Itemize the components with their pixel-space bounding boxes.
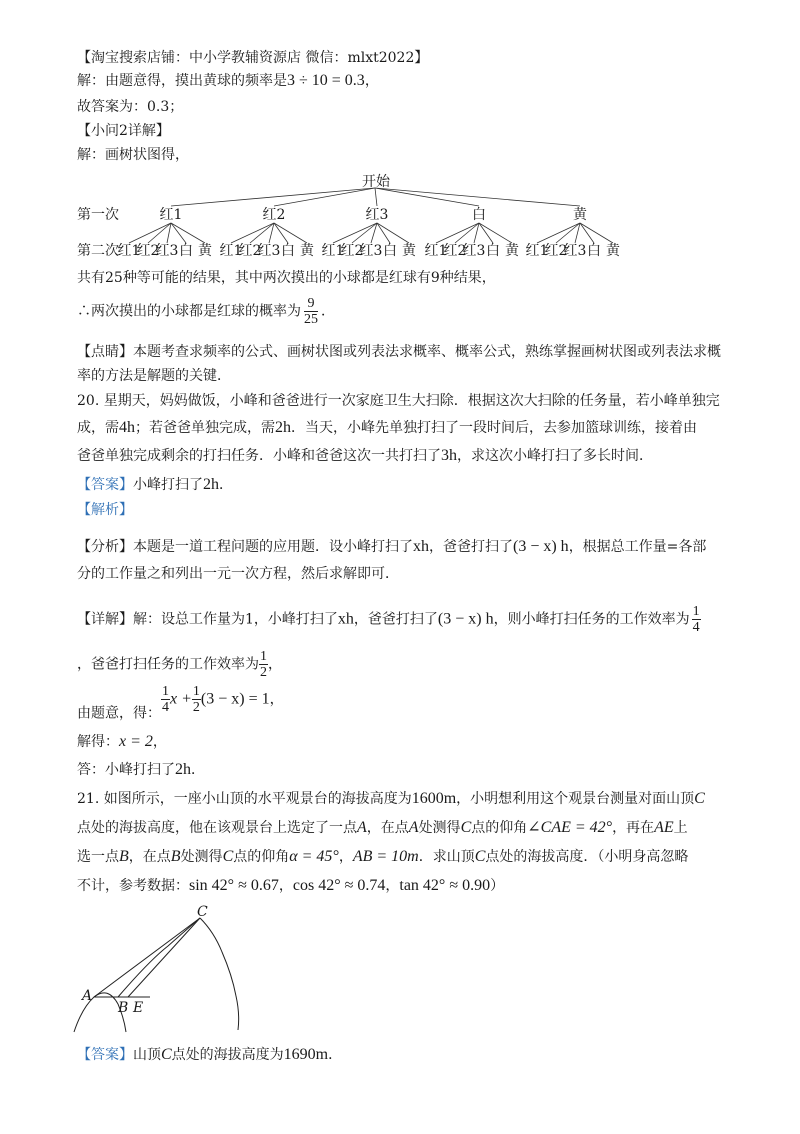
q21-l3-d: 点的仰角 — [233, 849, 290, 865]
q20-line2-math1: 4h — [119, 419, 135, 436]
q20-line2-math2: 2h — [275, 419, 291, 436]
label-E: E — [133, 1000, 144, 1016]
q20-eq-end: (3 − x) = 1 — [200, 690, 270, 708]
q21-l1-a: 21. 如图所示，一座小山顶的水平观景台的海拔高度为 — [77, 791, 412, 807]
q21-l4-sin: sin 42° ≈ 0.67 — [189, 877, 279, 894]
q21-answer-a: 山顶 — [133, 1047, 161, 1063]
q21-l3-C2: C — [474, 848, 486, 865]
q20-line2-b: ；若爸爸单独完成，需 — [135, 420, 275, 436]
q21-l3-a: 选一点 — [77, 849, 119, 865]
q19-prob-num: 9 — [304, 296, 318, 312]
tree-node-second-0-4: 黄 — [198, 243, 212, 259]
tree-level2-label: 第二次 — [77, 243, 119, 259]
q19-line1-suffix: ， — [364, 73, 379, 89]
q21-answer-b: 点处的海拔高度为 — [171, 1047, 284, 1063]
q19-prob-den: 25 — [304, 312, 318, 327]
q20-line2-c: ．当天，小峰先单独打扫了一段时间后，去参加篮球训练，接着由 — [291, 420, 697, 436]
q20-solve-suffix: ， — [152, 734, 167, 750]
q20-eq-prefix: 由题意，得： — [77, 705, 161, 722]
tree-node-second-1-0: 红1 — [219, 243, 243, 259]
q21-answer-tag: 【答案】 — [77, 1047, 133, 1063]
tree-node-first-2: 红3 — [365, 207, 389, 223]
q20-solve-prefix: 解得： — [77, 734, 119, 750]
tree-node-second-4-3: 白 — [587, 243, 601, 259]
q20-eff-den: 4 — [692, 620, 700, 635]
tree-level1-label: 第一次 — [77, 207, 119, 223]
mountain-right-slope — [200, 918, 239, 1030]
mountain-left-slope — [118, 918, 200, 997]
q20-dad-num: 1 — [260, 649, 267, 664]
q21-l4-sep1: ， — [278, 878, 293, 894]
q19-comment-line2: 率的方法是解题的关键． — [77, 368, 231, 384]
tree-node-second-2-4: 黄 — [402, 243, 416, 259]
q20-fenxi-math2: (3 − x) h — [513, 538, 569, 555]
q21-l1-math: 1600m — [411, 790, 457, 807]
q21-l2-a: 点处的海拔高度，他在该观景台上选定了一点 — [77, 820, 357, 836]
tree-node-second-2-0: 红1 — [321, 243, 345, 259]
q20-final-b: ． — [191, 762, 205, 778]
q21-l2-e: ，再在 — [612, 820, 655, 836]
q21-answer-C: C — [161, 1046, 172, 1063]
q20-eq-f2-den: 2 — [192, 700, 200, 715]
q20-line1: 20. 星期天，妈妈做饭，小峰和爸爸进行一次家庭卫生大扫除．根据这次大扫除的任务量，若小峰单独完 — [77, 393, 720, 409]
q21-l1-C: C — [694, 790, 705, 807]
q20-final-a: 答：小峰打扫了 — [77, 762, 175, 778]
q20-detail-math1: xh — [337, 610, 354, 628]
q21-l4-a: 不计，参考数据： — [77, 878, 189, 894]
q21-l2-b: ，在点 — [366, 820, 409, 836]
tree-node-second-0-1: 红2 — [136, 243, 160, 259]
q19-line1-math: 3 ÷ 10 = 0.3 — [287, 72, 365, 89]
tree-node-second-4-2: 红3 — [563, 243, 587, 259]
q20-line3-b: ，求这次小峰打扫了多长时间． — [457, 448, 653, 464]
q20-line3-math: 3h — [441, 447, 457, 464]
q20-fenxi-math1: xh — [413, 538, 429, 555]
q21-answer-line — [77, 1045, 342, 1065]
q20-answer-end: ． — [219, 477, 233, 493]
q21-l3-f: ．求山顶 — [418, 849, 475, 865]
q21-l3-b: ，在点 — [128, 849, 171, 865]
tree-node-second-0-2: 红3 — [155, 243, 179, 259]
q20-dad-den: 2 — [260, 665, 267, 680]
tree-node-second-2-1: 红2 — [340, 243, 364, 259]
q21-l4-cos: cos 42° ≈ 0.74 — [292, 877, 386, 894]
label-C: C — [197, 904, 208, 920]
q20-analysis-tag: 【解析】 — [77, 502, 133, 518]
q21-answer-math: 1690m — [283, 1046, 329, 1063]
q20-detail-math2: (3 − x) h — [437, 610, 494, 628]
q19-comment-line1: 【点睛】本题考查求频率的公式、画树状图或列表法求概率、概率公式，熟练掌握画树状图或列表法求概 — [77, 344, 721, 360]
q21-l2-c: 处测得 — [418, 820, 461, 836]
q21-l4-tan: tan 42° ≈ 0.90 — [399, 877, 491, 894]
tree-node-second-0-3: 白 — [179, 243, 193, 259]
line-AC — [94, 918, 200, 997]
q21-l3-B: B — [119, 848, 129, 865]
q19-sub2-heading: 【小问2详解】 — [77, 123, 170, 139]
tree-node-second-1-4: 黄 — [300, 243, 314, 259]
q20-eq-f1-num: 1 — [162, 684, 169, 699]
q19-tree-intro: 解：画树状图得， — [77, 147, 189, 163]
q20-answer-math: 2h — [203, 476, 219, 493]
tree-node-second-0-0: 红1 — [117, 243, 141, 259]
q20-fenxi-a: 【分析】本题是一道工程问题的应用题．设小峰打扫了 — [77, 539, 413, 555]
q20-answer-text: 小峰打扫了 — [133, 477, 203, 493]
q20-eff-num: 1 — [692, 604, 700, 619]
tree-node-second-3-0: 红1 — [424, 243, 448, 259]
label-A: A — [82, 988, 93, 1004]
q20-eq-mid: x + — [170, 690, 192, 708]
q21-l2-d: 点的仰角 — [471, 820, 528, 836]
q21-l3-c: 处测得 — [180, 849, 223, 865]
tree-node-first-1: 红2 — [262, 207, 286, 223]
q19-prob-suffix: ． — [321, 303, 335, 320]
q19-line1-prefix: 解：由题意得，摸出黄球的频率是 — [77, 73, 287, 89]
tree-node-second-3-4: 黄 — [505, 243, 519, 259]
q19-answer-line: 故答案为：0.3； — [77, 99, 184, 115]
q20-solve-math: x = 2 — [119, 733, 153, 750]
tree-node-second-3-1: 红2 — [443, 243, 467, 259]
q21-l3-B2: B — [170, 848, 181, 865]
tree-node-second-1-1: 红2 — [238, 243, 262, 259]
q21-l3-C: C — [222, 848, 234, 865]
q20-line3-a: 爸爸单独完成剩余的打扫任务．小峰和爸爸这次一共打扫了 — [77, 448, 441, 464]
q20-eq-suffix: ， — [269, 691, 284, 708]
q20-detail-c: ，则小峰打扫任务的工作效率为 — [493, 611, 690, 628]
q21-l4-sep2: ， — [385, 878, 400, 894]
q20-answer-tag: 【答案】 — [77, 477, 133, 493]
q21-l2-AE: AE — [654, 819, 674, 836]
tree-node-second-1-2: 红3 — [257, 243, 281, 259]
q20-fenxi-c: ，根据总工作量=各部 — [568, 539, 707, 555]
tree-node-second-4-1: 红2 — [544, 243, 568, 259]
q20-detail-a: 【详解】解：设总工作量为1，小峰打扫了 — [77, 611, 338, 628]
q21-l1-b: ，小明想利用这个观景台测量对面山顶 — [456, 791, 695, 807]
tree-node-second-4-0: 红1 — [525, 243, 549, 259]
q21-l3-math2: AB = 10m — [352, 848, 419, 865]
q21-answer-c: ． — [328, 1047, 343, 1063]
q21-l3-e: ， — [338, 849, 353, 865]
q21-l2-A2: A — [408, 819, 419, 836]
tree-node-first-0: 红1 — [159, 207, 183, 223]
tree-root: 开始 — [362, 174, 390, 190]
q20-detail2-b: ， — [268, 656, 282, 673]
q21-l2-math: ∠CAE = 42° — [527, 819, 613, 836]
tree-node-second-2-3: 白 — [383, 243, 397, 259]
header-line: 【淘宝搜索店铺：中小学教辅资源店 微信：mlxt2022】 — [77, 50, 429, 66]
tree-node-second-3-2: 红3 — [462, 243, 486, 259]
q20-final-math: 2h — [175, 761, 191, 778]
q20-detail2-a: ，爸爸打扫任务的工作效率为 — [77, 656, 259, 673]
q20-detail-b: ，爸爸打扫了 — [353, 611, 438, 628]
q21-l2-A: A — [357, 819, 367, 836]
q20-line2-a: 成，需 — [77, 420, 119, 436]
tree-node-first-3: 白 — [472, 207, 486, 223]
q20-eq-f1-den: 4 — [162, 700, 169, 715]
line-BC — [128, 918, 200, 997]
q19-prob-prefix: ∴两次摸出的小球都是红球的概率为 — [77, 303, 301, 320]
tree-node-second-4-4: 黄 — [606, 243, 620, 259]
tree-node-first-4: 黄 — [573, 207, 587, 223]
q21-l3-g: 点处的海拔高度．（小明身高忽略 — [485, 849, 689, 865]
q21-l4-b: ） — [490, 878, 505, 894]
tree-node-second-1-3: 白 — [281, 243, 295, 259]
q21-l2-C: C — [460, 819, 472, 836]
q19-total-line: 共有25种等可能的结果，其中两次摸出的小球都是红球有9种结果， — [77, 270, 496, 286]
tree-node-second-2-2: 红3 — [359, 243, 383, 259]
q20-eq-f2-num: 1 — [192, 684, 200, 699]
tree-node-second-3-3: 白 — [486, 243, 500, 259]
q21-l2-f: 上 — [673, 820, 688, 836]
q20-fenxi-line2: 分的工作量之和列出一元一次方程，然后求解即可． — [77, 566, 399, 582]
q20-fenxi-b: ，爸爸打扫了 — [429, 539, 513, 555]
label-B: B — [118, 1000, 129, 1016]
q21-l3-math1: α = 45° — [289, 848, 339, 865]
